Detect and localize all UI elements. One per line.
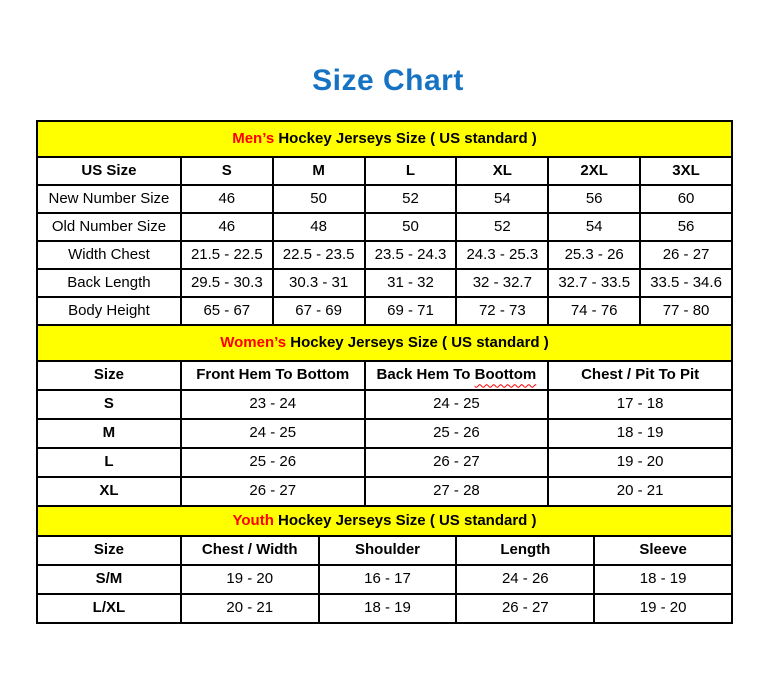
mens-size-table (36, 120, 733, 326)
table-row (37, 594, 732, 623)
row-label: New Number Size (37, 185, 181, 213)
table-cell: 29.5 - 30.3 (181, 269, 273, 297)
table-cell: 52 (365, 185, 457, 213)
table-cell: 46 (181, 185, 273, 213)
table-cell: 24.3 - 25.3 (456, 241, 548, 269)
row-label: L (37, 448, 181, 477)
column-header: 3XL (640, 157, 732, 185)
column-header: XL (456, 157, 548, 185)
column-header: Chest / Width (181, 536, 319, 565)
youth-section-header-row (37, 506, 732, 536)
table-cell: 16 - 17 (319, 565, 457, 594)
table-cell: 25 - 26 (365, 419, 549, 448)
table-cell: 48 (273, 213, 365, 241)
column-header: 2XL (548, 157, 640, 185)
row-label: Width Chest (37, 241, 181, 269)
table-cell: 54 (548, 213, 640, 241)
womens-section-title: Hockey Jerseys Size ( US standard ) (286, 333, 549, 351)
row-label: M (37, 419, 181, 448)
table-cell: 60 (640, 185, 732, 213)
table-cell: 26 - 27 (640, 241, 732, 269)
column-header: S (181, 157, 273, 185)
table-cell: 24 - 25 (365, 390, 549, 419)
womens-size-table (36, 324, 733, 507)
table-cell: 25.3 - 26 (548, 241, 640, 269)
column-header: Sleeve (594, 536, 732, 565)
womens-section-header-row (37, 325, 732, 361)
table-cell: 20 - 21 (181, 594, 319, 623)
table-cell: 56 (640, 213, 732, 241)
table-cell: 50 (365, 213, 457, 241)
misspelled-word: Boottom (474, 366, 537, 384)
table-cell: 19 - 20 (594, 594, 732, 623)
table-row (37, 241, 732, 269)
table-row (37, 419, 732, 448)
row-label: Old Number Size (37, 213, 181, 241)
table-cell: 31 - 32 (365, 269, 457, 297)
table-cell: 18 - 19 (594, 565, 732, 594)
mens-section-title: Hockey Jerseys Size ( US standard ) (274, 129, 537, 147)
table-cell: 32.7 - 33.5 (548, 269, 640, 297)
mens-section-header (37, 121, 732, 157)
table-cell: 30.3 - 31 (273, 269, 365, 297)
column-header: Size (37, 536, 181, 565)
column-header-text: Back Hem To (376, 366, 471, 384)
row-label: Back Length (37, 269, 181, 297)
table-cell: 24 - 26 (456, 565, 594, 594)
column-header: Chest / Pit To Pit (548, 361, 732, 390)
table-cell: 50 (273, 185, 365, 213)
column-header: L (365, 157, 457, 185)
row-label: XL (37, 477, 181, 506)
table-row (37, 269, 732, 297)
table-cell: 23.5 - 24.3 (365, 241, 457, 269)
table-cell: 46 (181, 213, 273, 241)
row-label: Body Height (37, 297, 181, 325)
table-cell: 54 (456, 185, 548, 213)
table-row (37, 213, 732, 241)
column-header: Length (456, 536, 594, 565)
column-header: US Size (37, 157, 181, 185)
mens-section-header-row (37, 121, 732, 157)
table-row (37, 477, 732, 506)
table-row (37, 297, 732, 325)
table-cell: 33.5 - 34.6 (640, 269, 732, 297)
womens-section-header (37, 325, 732, 361)
table-cell: 22.5 - 23.5 (273, 241, 365, 269)
table-row (37, 448, 732, 477)
table-cell: 20 - 21 (548, 477, 732, 506)
page-title: Size Chart (312, 64, 464, 97)
table-cell: 25 - 26 (181, 448, 365, 477)
table-cell: 74 - 76 (548, 297, 640, 325)
table-cell: 26 - 27 (181, 477, 365, 506)
table-row (37, 390, 732, 419)
mens-section-highlight: Men’s (232, 129, 275, 147)
table-cell: 52 (456, 213, 548, 241)
table-cell: 18 - 19 (548, 419, 732, 448)
table-cell: 19 - 20 (548, 448, 732, 477)
row-label: L/XL (37, 594, 181, 623)
table-row (37, 185, 732, 213)
table-cell: 32 - 32.7 (456, 269, 548, 297)
womens-column-header-row (37, 361, 732, 390)
row-label: S/M (37, 565, 181, 594)
table-cell: 23 - 24 (181, 390, 365, 419)
size-chart-tables (36, 120, 733, 624)
youth-section-highlight: Youth (232, 511, 274, 529)
table-cell: 65 - 67 (181, 297, 273, 325)
table-cell: 26 - 27 (456, 594, 594, 623)
column-header (365, 361, 549, 390)
table-cell: 24 - 25 (181, 419, 365, 448)
table-cell: 17 - 18 (548, 390, 732, 419)
youth-section-header (37, 506, 732, 536)
table-cell: 67 - 69 (273, 297, 365, 325)
column-header: M (273, 157, 365, 185)
table-cell: 21.5 - 22.5 (181, 241, 273, 269)
table-cell: 77 - 80 (640, 297, 732, 325)
row-label: S (37, 390, 181, 419)
mens-column-header-row (37, 157, 732, 185)
table-cell: 26 - 27 (365, 448, 549, 477)
column-header: Size (37, 361, 181, 390)
table-cell: 69 - 71 (365, 297, 457, 325)
table-cell: 27 - 28 (365, 477, 549, 506)
table-row (37, 565, 732, 594)
youth-section-title: Hockey Jerseys Size ( US standard ) (273, 511, 537, 529)
table-cell: 19 - 20 (181, 565, 319, 594)
column-header: Shoulder (319, 536, 457, 565)
table-cell: 72 - 73 (456, 297, 548, 325)
youth-size-table (36, 505, 733, 624)
womens-section-highlight: Women’s (220, 333, 287, 351)
table-cell: 56 (548, 185, 640, 213)
youth-column-header-row (37, 536, 732, 565)
table-cell: 18 - 19 (319, 594, 457, 623)
column-header: Front Hem To Bottom (181, 361, 365, 390)
